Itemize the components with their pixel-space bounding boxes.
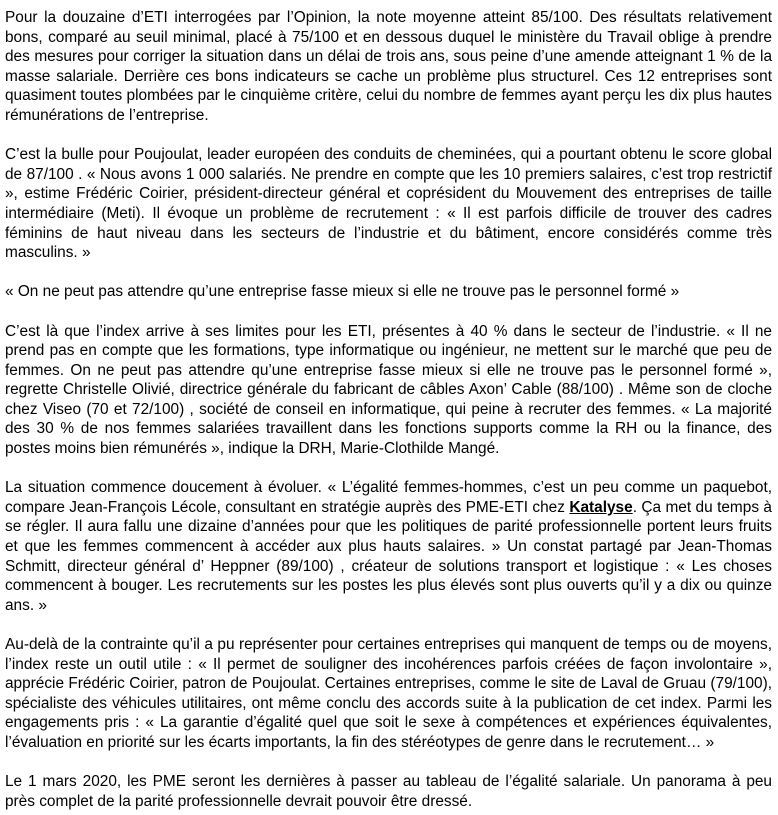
katalyse-link[interactable]: Katalyse xyxy=(569,498,633,516)
paragraph-evolution xyxy=(5,478,772,615)
paragraph-evolution-text-start: La situation commence doucement à évoluer. « L’égalité femmes-hommes, c’est un peu comme un paquebot, compare Jean-François Lécole, consultant en stratégie auprès des PME-ETI chez xyxy=(5,479,772,516)
pull-quote: « On ne peut pas attendre qu’une entreprise fasse mieux si elle ne trouve pas le personnel formé » xyxy=(5,283,680,301)
paragraph-intro: Pour la douzaine d’ETI interrogées par l’Opinion, la note moyenne atteint 85/100. Des résultats relativement bons, comparé au seuil minimal, placé à 75/100 et en dessous duquel le ministère du Travail oblige à prendre des mesures pour corriger la situation dans un délai de trois ans, sous peine d’une amende atteignant 1 % de la masse salariale. Derrière ces bons indicateurs se cache un problème plus structurel. Ces 12 entreprises sont quasiment toutes plombées par le cinquième critère, celui du nombre de femmes ayant perçu les dix plus hautes rémunérations de l’entreprise. xyxy=(5,9,772,124)
paragraph-conclusion: Le 1 mars 2020, les PME seront les dernières à passer au tableau de l’égalité salariale. Un panorama à peu près complet de la parité professionnelle devrait pouvoir être dressé. xyxy=(5,773,772,810)
paragraph-index-limits: C’est là que l’index arrive à ses limites pour les ETI, présentes à 40 % dans le secteur de l’industrie. « Il ne prend pas en compte que les formations, type informatique ou ingénieur, ne mettent sur le marché que peu de femmes. On ne peut pas attendre qu’une entreprise fasse mieux si elle ne trouve pas le personnel formé », regrette Christelle Olivié, directrice générale du fabricant de câbles Axon’ Cable (88/100) . Même son de cloche chez Viseo (70 et 72/100) , société de conseil en informatique, qui peine à recruter des femmes. « La majorité des 30 % de nos femmes salariées travaillent dans les fonctions supports comme la RH ou la finance, des postes moins bien rémunérés », indique la DRH, Marie-Clothilde Mangé. xyxy=(5,322,772,458)
paragraph-poujoulat: C’est la bulle pour Poujoulat, leader européen des conduits de cheminées, qui a pourtant obtenu le score global de 87/100 . « Nous avons 1 000 salariés. Ne prendre en compte que les 10 premiers salaires, c’est trop restrictif », estime Frédéric Coirier, président-directeur général et coprésident du Mouvement des entreprises de taille intermédiaire (Meti). Il évoque un problème de recrutement : « Il est parfois difficile de trouver des cadres féminins de haut niveau dans les secteurs de l’industrie et du bâtiment, encore considérés comme très masculins. » xyxy=(5,146,772,262)
paragraph-evolution-text-end: . Ça met du temps à se régler. Il aura fallu une dizaine d’années pour que les politiques de parité professionnelle portent leurs fruits et que les femmes commencent à accéder aux plus hauts salaires. » Un constat partagé par Jean-Thomas Schmitt, directeur général d’ Heppner (89/100) , créateur de solutions transport et logistique : « Les choses commencent à bouger. Les recrutements sur les postes les plus élevés sont plus ouverts qu’il y a dix ou quinze ans. » xyxy=(5,498,772,614)
paragraph-useful-tool: Au-delà de la contrainte qu’il a pu représenter pour certaines entreprises qui manquent de temps ou de moyens, l’index reste un outil utile : « Il permet de souligner des incohérences parfois créées de façon involontaire », apprécie Frédéric Coirier, patron de Poujoulat. Certaines entreprises, comme le site de Laval de Gruau (79/100), spécialiste des véhicules utilitaires, ont même conclu des accords suite à la publication de cet index. Parmi les engagements pris : « La garantie d’égalité quel que soit le sexe à compétences et expériences équivalentes, l’évaluation en priorité sur les écarts importants, la fin des stéréotypes de genre dans le recrutement… » xyxy=(5,636,772,751)
